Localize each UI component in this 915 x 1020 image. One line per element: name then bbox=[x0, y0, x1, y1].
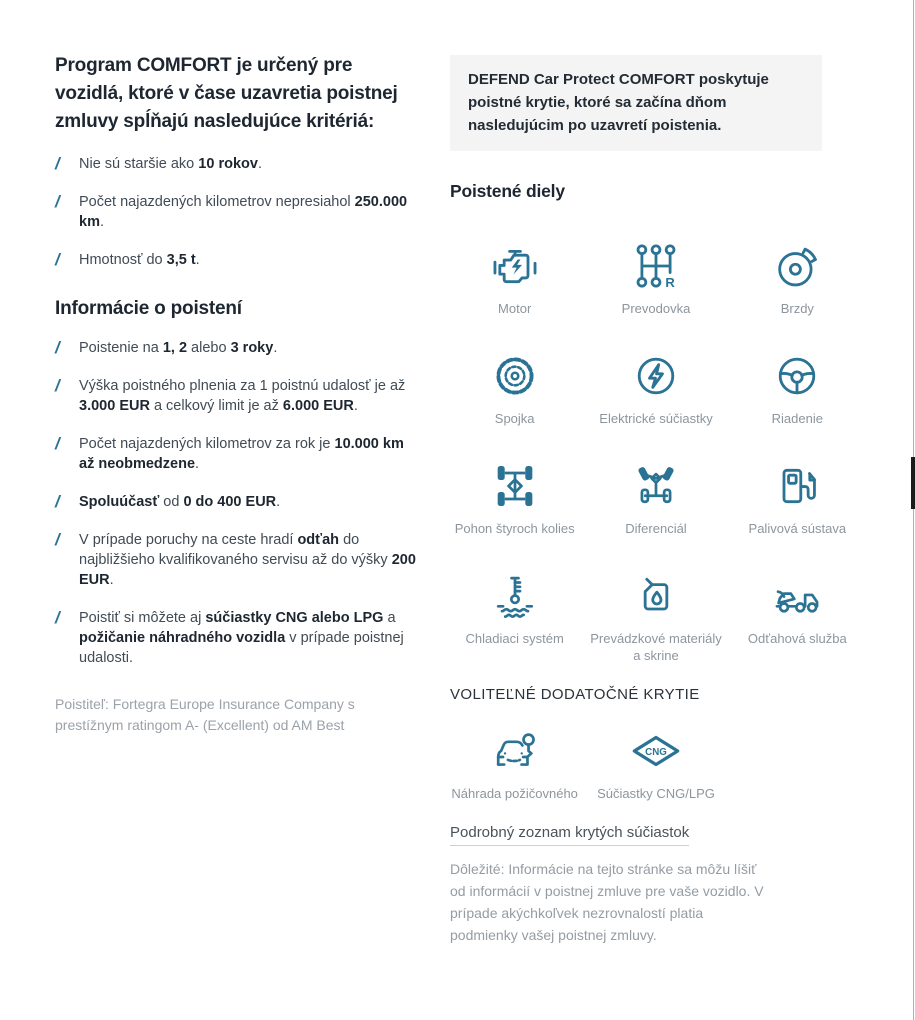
list-item-text: Poistenie na 1, 2 alebo 3 roky. bbox=[79, 340, 278, 356]
part-label: Prevádzkové materiály a skrine bbox=[590, 631, 722, 663]
slash-bullet-icon: / bbox=[55, 338, 60, 357]
part-label: Súčiastky CNG/LPG bbox=[597, 786, 715, 801]
optional-parts-grid bbox=[444, 725, 868, 802]
list-item bbox=[55, 530, 423, 590]
insurer-note: Poistiteľ: Fortegra Europe Insurance Company s prestížnym ratingom A- (Excellent) od AM Best bbox=[55, 696, 355, 733]
list-item-text: Hmotnosť do 3,5 t. bbox=[79, 252, 200, 268]
part-label: Diferenciál bbox=[625, 521, 687, 536]
scrollbar-track[interactable] bbox=[913, 0, 914, 1020]
list-item bbox=[55, 192, 423, 232]
list-item bbox=[55, 608, 423, 668]
list-item-text: Spoluúčasť od 0 do 400 EUR. bbox=[79, 494, 281, 510]
list-item-text: Počet najazdených kilometrov za rok je 10.000 km až neobmedzene. bbox=[79, 436, 404, 472]
part-label: Pohon štyroch kolies bbox=[454, 521, 575, 536]
part-item bbox=[585, 460, 726, 537]
disclaimer-text: Dôležité: Informácie na tejto stránke sa môžu líšiť od informácií v poistnej zmluve pre vaše vozidlo. V prípade akýchkoľvek nezrovnalostí platia podmienky vašej poistnej zmluvy. bbox=[450, 861, 764, 943]
slash-bullet-icon: / bbox=[55, 250, 60, 269]
list-item bbox=[55, 154, 423, 174]
right-column bbox=[450, 55, 882, 946]
covered-parts-grid bbox=[444, 240, 868, 664]
optional-cover-heading: VOLITEĽNÉ DODATOČNÉ KRYTIE bbox=[450, 686, 700, 703]
part-item bbox=[727, 460, 868, 537]
part-item bbox=[444, 350, 585, 427]
clutch-icon bbox=[489, 350, 541, 402]
criteria-list bbox=[55, 154, 423, 270]
part-item bbox=[727, 240, 868, 317]
intro-heading: Program COMFORT je určený pre vozidlá, ktoré v čase uzavretia poistnej zmluvy spĺňajú nasledujúce kritériá: bbox=[55, 55, 398, 132]
part-label: Elektrické súčiastky bbox=[599, 411, 713, 426]
slash-bullet-icon: / bbox=[55, 492, 60, 511]
towing-service-icon bbox=[771, 570, 823, 622]
svg-text:R: R bbox=[665, 275, 675, 291]
part-item bbox=[727, 570, 868, 647]
part-item bbox=[585, 350, 726, 427]
part-item bbox=[585, 725, 726, 802]
rental-car-icon bbox=[489, 725, 541, 777]
part-label: Odťahová služba bbox=[747, 631, 847, 646]
part-item bbox=[444, 725, 585, 802]
brakes-icon bbox=[771, 240, 823, 292]
electrical-parts-icon bbox=[630, 350, 682, 402]
part-item bbox=[727, 350, 868, 427]
part-label: Prevodovka bbox=[621, 301, 691, 316]
list-item-text: V prípade poruchy na ceste hradí odťah do najbližšieho kvalifikovaného servisu až do výšky 200 EUR. bbox=[79, 532, 416, 588]
list-item bbox=[55, 434, 423, 474]
list-item-text: Nie sú staršie ako 10 rokov. bbox=[79, 156, 262, 172]
info-heading: Informácie o poistení bbox=[55, 298, 242, 319]
list-item-text: Počet najazdených kilometrov nepresiahol 250.000 km. bbox=[79, 194, 408, 230]
fuel-system-icon bbox=[771, 460, 823, 512]
cng-lpg-icon bbox=[630, 725, 682, 777]
part-label: Náhrada požičovného bbox=[451, 786, 578, 801]
part-label: Motor bbox=[498, 301, 532, 316]
covered-parts-heading: Poistené diely bbox=[450, 181, 565, 201]
slash-bullet-icon: / bbox=[55, 530, 60, 549]
info-list bbox=[55, 338, 423, 668]
part-item bbox=[444, 240, 585, 317]
list-item bbox=[55, 492, 423, 512]
part-label: Brzdy bbox=[780, 301, 814, 316]
cooling-system-icon bbox=[489, 570, 541, 622]
slash-bullet-icon: / bbox=[55, 434, 60, 453]
part-item bbox=[585, 240, 726, 317]
steering-icon bbox=[771, 350, 823, 402]
four-wheel-drive-icon bbox=[489, 460, 541, 512]
slash-bullet-icon: / bbox=[55, 608, 60, 627]
slash-bullet-icon: / bbox=[55, 192, 60, 211]
list-item bbox=[55, 338, 423, 358]
part-item bbox=[585, 570, 726, 664]
slash-bullet-icon: / bbox=[55, 154, 60, 173]
coverage-banner: DEFEND Car Protect COMFORT poskytuje poistné krytie, ktoré sa začína dňom nasledujúcim po uzavretí poistenia. bbox=[450, 55, 822, 151]
scrollbar-thumb[interactable] bbox=[911, 457, 915, 509]
svg-text:CNG: CNG bbox=[645, 746, 667, 758]
list-item-text: Výška poistného plnenia za 1 poistnú udalosť je až 3.000 EUR a celkový limit je až 6.000 EUR. bbox=[79, 378, 406, 414]
list-item bbox=[55, 376, 423, 416]
part-label: Chladiaci systém bbox=[465, 631, 564, 646]
part-item bbox=[444, 570, 585, 647]
engine-icon bbox=[489, 240, 541, 292]
slash-bullet-icon: / bbox=[55, 376, 60, 395]
part-item bbox=[444, 460, 585, 537]
covered-parts-list-link[interactable]: Podrobný zoznam krytých súčiastok bbox=[450, 824, 689, 846]
part-label: Palivová sústava bbox=[748, 521, 847, 536]
gearbox-icon bbox=[630, 240, 682, 292]
part-label: Spojka bbox=[494, 411, 535, 426]
list-item-text: Poistiť si môžete aj súčiastky CNG alebo LPG a požičanie náhradného vozidla v prípade poistnej udalosti. bbox=[79, 610, 404, 666]
left-column bbox=[55, 52, 423, 736]
list-item bbox=[55, 250, 423, 270]
operating-materials-icon bbox=[630, 570, 682, 622]
part-label: Riadenie bbox=[771, 411, 823, 426]
differential-icon bbox=[630, 460, 682, 512]
